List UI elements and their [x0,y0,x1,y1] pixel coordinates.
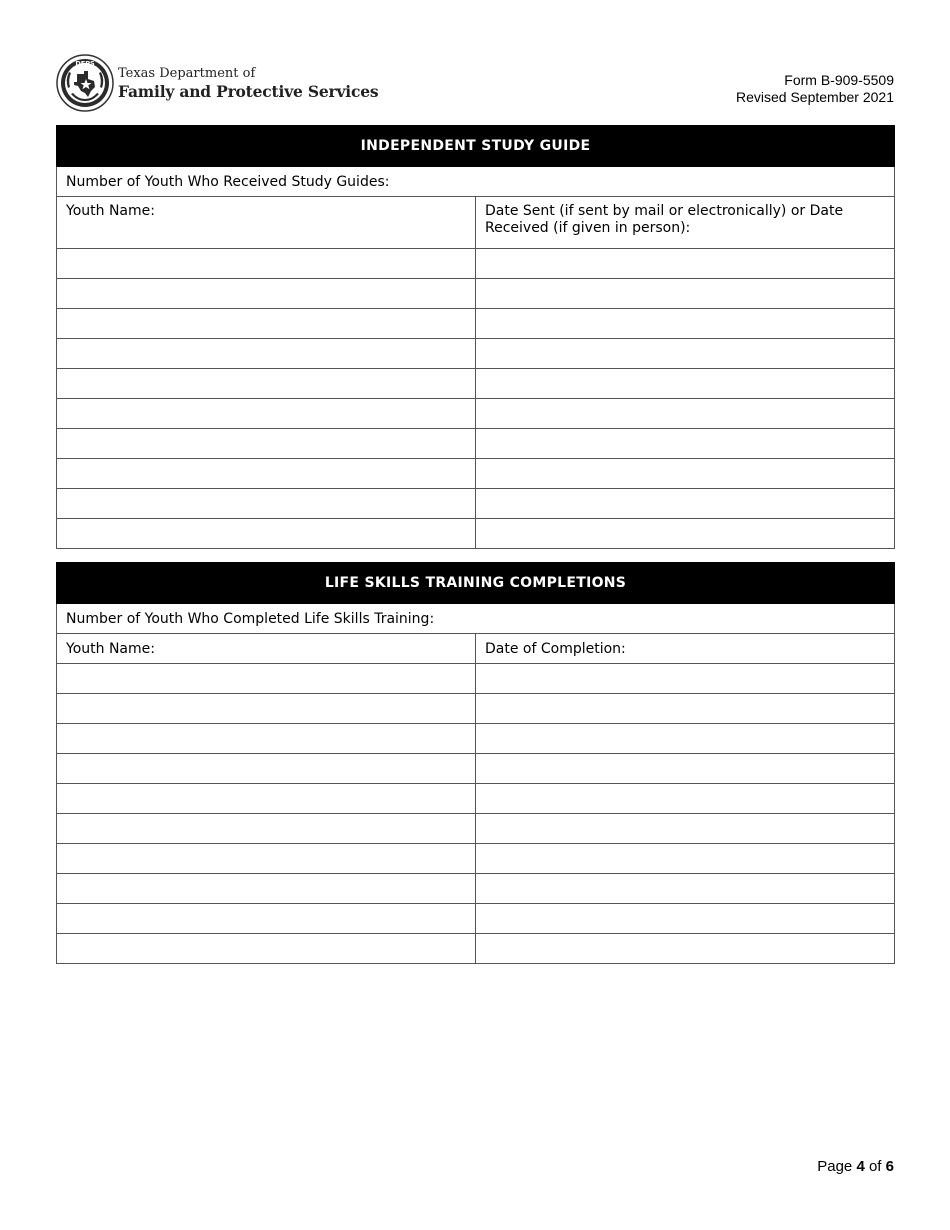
date-of-completion-cell[interactable] [476,814,895,844]
youth-name-cell[interactable] [57,694,476,724]
youth-name-cell[interactable] [57,754,476,784]
agency-name [118,66,378,101]
current-page: 4 [856,1158,865,1175]
date-sent-cell[interactable] [476,429,895,459]
date-of-completion-cell[interactable] [476,694,895,724]
youth-name-cell[interactable] [57,459,476,489]
table-row [57,459,895,489]
table-row [57,249,895,279]
youth-name-header: Youth Name: [57,197,476,249]
section-title: LIFE SKILLS TRAINING COMPLETIONS [57,563,895,604]
youth-name-cell[interactable] [57,724,476,754]
youth-name-cell[interactable] [57,489,476,519]
table-row [57,369,895,399]
date-of-completion-cell[interactable] [476,844,895,874]
table-row [57,309,895,339]
youth-name-cell[interactable] [57,664,476,694]
youth-name-cell[interactable] [57,519,476,549]
study-guide-rows [57,249,895,549]
date-sent-cell[interactable] [476,339,895,369]
agency-line-2: Family and Protective Services [118,82,379,101]
date-sent-cell[interactable] [476,519,895,549]
of-word: of [868,1158,882,1175]
date-sent-cell[interactable] [476,309,895,339]
date-of-completion-cell[interactable] [476,754,895,784]
table-row [57,664,895,694]
youth-name-cell[interactable] [57,844,476,874]
date-sent-cell[interactable] [476,249,895,279]
revision-date: Revised September 2021 [736,89,894,105]
table-row [57,339,895,369]
table-row [57,429,895,459]
youth-name-cell[interactable] [57,399,476,429]
date-sent-header: Date Sent (if sent by mail or electronically) or Date Received (if given in person): [476,197,895,249]
dfps-seal-logo [56,54,114,112]
youth-name-cell[interactable] [57,339,476,369]
form-number: Form B-909-5509 [784,72,894,88]
date-of-completion-cell[interactable] [476,724,895,754]
date-of-completion-cell[interactable] [476,874,895,904]
date-of-completion-header: Date of Completion: [476,634,895,664]
page-header [56,54,894,116]
table-row [57,519,895,549]
date-sent-cell[interactable] [476,459,895,489]
study-guide-count-field[interactable]: Number of Youth Who Received Study Guides: [57,167,895,197]
table-row [57,874,895,904]
table-row [57,844,895,874]
youth-name-cell[interactable] [57,874,476,904]
youth-name-cell[interactable] [57,904,476,934]
youth-name-cell[interactable] [57,429,476,459]
table-row [57,694,895,724]
table-row [57,279,895,309]
youth-name-cell[interactable] [57,309,476,339]
youth-name-cell[interactable] [57,784,476,814]
date-of-completion-cell[interactable] [476,784,895,814]
youth-name-header: Youth Name: [57,634,476,664]
section-title: INDEPENDENT STUDY GUIDE [57,126,895,167]
youth-name-cell[interactable] [57,369,476,399]
table-row [57,489,895,519]
date-sent-cell[interactable] [476,279,895,309]
date-of-completion-cell[interactable] [476,934,895,964]
form-id-block [736,72,894,106]
logo-text: DFPS [75,59,95,68]
table-row [57,754,895,784]
agency-line-1: Texas Department of [118,66,256,81]
date-of-completion-cell[interactable] [476,664,895,694]
date-sent-cell[interactable] [476,489,895,519]
date-of-completion-cell[interactable] [476,904,895,934]
life-skills-count-field[interactable]: Number of Youth Who Completed Life Skills Training: [57,604,895,634]
date-sent-cell[interactable] [476,369,895,399]
table-row [57,724,895,754]
independent-study-guide-table [56,125,895,549]
life-skills-training-table [56,562,895,964]
table-row [57,934,895,964]
table-row [57,814,895,844]
youth-name-cell[interactable] [57,279,476,309]
table-row [57,904,895,934]
youth-name-cell[interactable] [57,814,476,844]
page-number [817,1158,894,1175]
youth-name-cell[interactable] [57,934,476,964]
date-sent-cell[interactable] [476,399,895,429]
youth-name-cell[interactable] [57,249,476,279]
total-pages: 6 [885,1158,894,1175]
page-word: Page [817,1158,853,1175]
table-row [57,399,895,429]
life-skills-rows [57,664,895,964]
table-row [57,784,895,814]
